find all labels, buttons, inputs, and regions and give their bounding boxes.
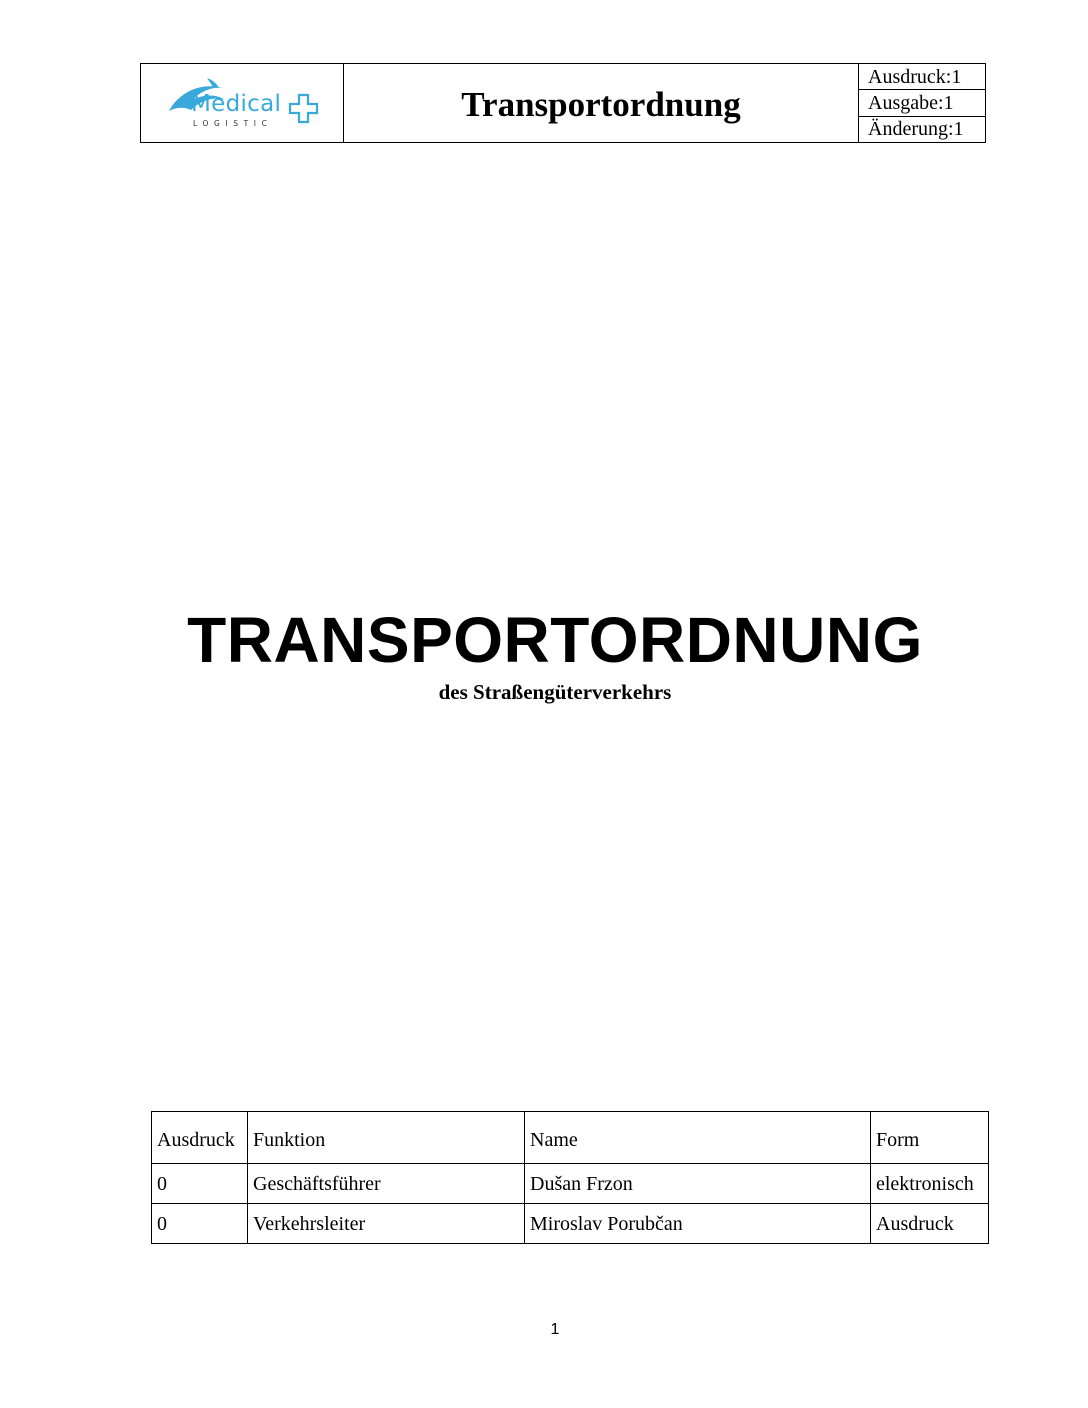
cell-function: Geschäftsführer — [248, 1164, 525, 1204]
header-title-cell — [344, 64, 859, 142]
cell-name: Dušan Frzon — [525, 1164, 871, 1204]
company-logo — [141, 64, 344, 142]
table-header-row — [152, 1112, 989, 1164]
cell-form: Ausdruck — [871, 1204, 989, 1244]
cell-name: Miroslav Porubčan — [525, 1204, 871, 1244]
meta-change: Änderung:1 — [868, 118, 964, 141]
meta-print: Ausdruck:1 — [859, 64, 985, 90]
cell-form: elektronisch — [871, 1164, 989, 1204]
cell-function: Verkehrsleiter — [248, 1204, 525, 1244]
logo-tagline: LOGISTIC — [193, 119, 273, 128]
column-header-name: Name — [525, 1112, 871, 1164]
meta-issue: Ausgabe:1 — [859, 90, 985, 116]
distribution-table — [151, 1111, 989, 1244]
cell-print: 0 — [152, 1204, 248, 1244]
column-header-form: Form — [871, 1112, 989, 1164]
column-header-function: Funktion — [248, 1112, 525, 1164]
logo-wordmark: Medical — [191, 91, 282, 117]
header-title: Transportordnung — [461, 84, 741, 124]
document-header — [140, 63, 986, 143]
page-number: 1 — [550, 1321, 560, 1338]
document-title: TRANSPORTORDNUNG — [187, 604, 923, 676]
document-meta — [859, 64, 985, 142]
cell-print: 0 — [152, 1164, 248, 1204]
table-row — [152, 1164, 989, 1204]
column-header-print: Ausdruck — [152, 1112, 248, 1164]
table-row — [152, 1204, 989, 1244]
document-subtitle: des Straßengüterverkehrs — [438, 680, 672, 704]
